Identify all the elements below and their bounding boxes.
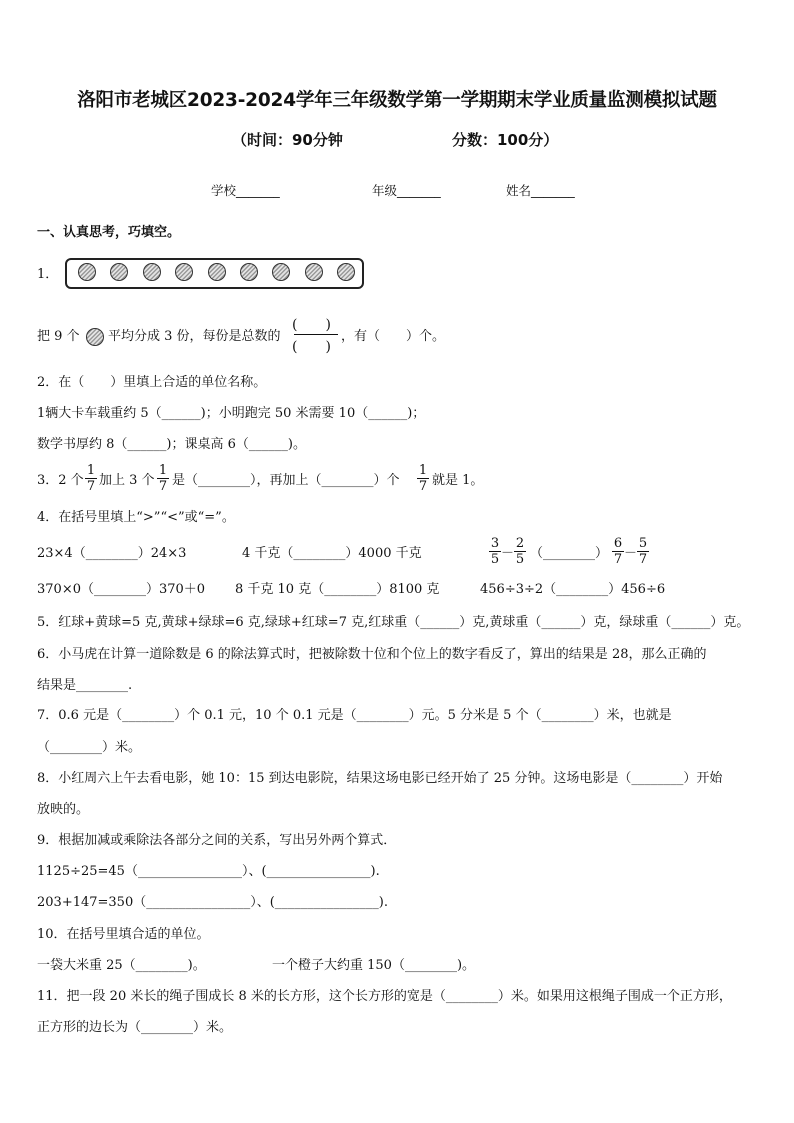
q9-line-2: 1125÷25=45（________________）、(________________). — [37, 864, 380, 879]
ball-icon — [305, 263, 323, 281]
q7-line-1: 7．0.6 元是（________）个 0.1 元，10 个 0.1 元是（________）元。5 分米是 5 个（________）米，也就是 — [37, 708, 672, 723]
q8-line-2: 放映的。 — [37, 802, 90, 817]
numerator: 1 — [86, 463, 96, 478]
numerator: 5 — [638, 536, 648, 551]
q1-text-c: ，有（ ）个。 — [341, 329, 446, 344]
fraction-b — [514, 536, 526, 567]
denominator: 7 — [638, 552, 648, 567]
fraction-c — [612, 536, 624, 567]
denominator: 7 — [613, 552, 623, 567]
q7-line-2: （________）米。 — [37, 740, 142, 755]
fraction-one-seventh — [417, 463, 429, 494]
q1-text-a: 把 9 个 — [37, 329, 80, 344]
q1-fraction-numerator[interactable]: ( ) — [292, 317, 331, 333]
q2-line-2: 1辆大卡车载重约 5（______)；小明跑完 50 米需要 10（______)； — [37, 406, 426, 421]
q10-line-1: 10．在括号里填合适的单位。 — [37, 927, 210, 942]
q2-line-1: 2．在（ ）里填上合适的单位名称。 — [37, 375, 267, 390]
exam-score: 分数：100分） — [452, 131, 559, 149]
q1-text-b: 平均分成 3 份，每份是总数的 — [108, 329, 281, 344]
section-title: 一、认真思考，巧填空。 — [37, 225, 181, 240]
q5-line: 5．红球+黄球=5 克,黄球+绿球=6 克,绿球+红球=7 克,红球重（______）克,黄球重（______）克，绿球重（______）克。 — [37, 615, 750, 630]
q4-title: 4．在括号里填上“>”“<”或“=”。 — [37, 510, 235, 525]
fraction-bar — [294, 334, 338, 335]
q3-text-c: 是（________），再加上（________）个 — [172, 473, 400, 488]
q11-line-2: 正方形的边长为（________）米。 — [37, 1020, 233, 1035]
numerator: 6 — [613, 536, 623, 551]
numerator: 3 — [490, 536, 500, 551]
page-title: 洛阳市老城区2023-2024学年三年级数学第一学期期末学业质量监测模拟试题 — [77, 90, 717, 111]
denominator: 5 — [515, 552, 525, 567]
q6-line-2: 结果是________. — [37, 678, 133, 693]
ball-icon — [143, 263, 161, 281]
q3-text-a: 3．2 个 — [37, 473, 84, 488]
exam-time: （时间：90分钟 — [232, 131, 343, 149]
grade-field[interactable]: 年级_______ — [372, 183, 441, 198]
minus-sign: － — [501, 546, 515, 561]
q4-r1-c3-blank[interactable]: （________） — [530, 546, 609, 561]
name-field[interactable]: 姓名_______ — [506, 183, 575, 198]
denominator: 7 — [86, 479, 96, 494]
denominator: 7 — [158, 479, 168, 494]
q4-r2-c1: 370×0（________）370＋0 — [37, 582, 206, 597]
fraction-one-seventh — [157, 463, 169, 494]
q4-r2-c3: 456÷3÷2（________）456÷6 — [480, 582, 666, 597]
q10-line-2b: 一个橙子大约重 150（________)。 — [272, 958, 476, 973]
ball-icon — [86, 328, 104, 346]
q1-number: 1． — [37, 267, 59, 282]
ball-icon — [240, 263, 258, 281]
denominator: 5 — [490, 552, 500, 567]
q1-fraction — [292, 314, 340, 354]
fraction-one-seventh — [85, 463, 97, 494]
numerator: 1 — [418, 463, 428, 478]
q4-r1-c2: 4 千克（________）4000 千克 — [242, 546, 422, 561]
q11-line-1: 11．把一段 20 米长的绳子围成长 8 米的长方形，这个长方形的宽是（________）米。如果用这根绳子围成一个正方形， — [37, 989, 732, 1004]
fraction-d — [637, 536, 649, 567]
fraction-a — [489, 536, 501, 567]
q6-line-1: 6．小马虎在计算一道除数是 6 的除法算式时，把被除数十位和个位上的数字看反了，算出的结果是 28，那么正确的 — [37, 647, 707, 662]
q4-r1-c1: 23×4（________）24×3 — [37, 546, 187, 561]
numerator: 1 — [158, 463, 168, 478]
q10-line-2a: 一袋大米重 25（________)。 — [37, 958, 206, 973]
numerator: 2 — [515, 536, 525, 551]
q1-fraction-denominator[interactable]: ( ) — [292, 339, 331, 355]
q2-line-3: 数学书厚约 8（______)；课桌高 6（______)。 — [37, 437, 306, 452]
q9-line-3: 203+147=350（________________）、(________________). — [37, 895, 389, 910]
q3-text-d: 就是 1。 — [432, 473, 484, 488]
q3-text-b: 加上 3 个 — [99, 473, 155, 488]
minus-sign: － — [624, 546, 638, 561]
ball-icon — [78, 263, 96, 281]
q9-line-1: 9．根据加减或乘除法各部分之间的关系，写出另外两个算式． — [37, 833, 397, 848]
denominator: 7 — [418, 479, 428, 494]
q4-r2-c2: 8 千克 10 克（________）8100 克 — [235, 582, 440, 597]
school-field[interactable]: 学校_______ — [211, 183, 280, 198]
q8-line-1: 8．小红周六上午去看电影，她 10：15 到达电影院，结果这场电影已经开始了 25 分钟。这场电影是（________）开始 — [37, 771, 723, 786]
ball-icon — [208, 263, 226, 281]
